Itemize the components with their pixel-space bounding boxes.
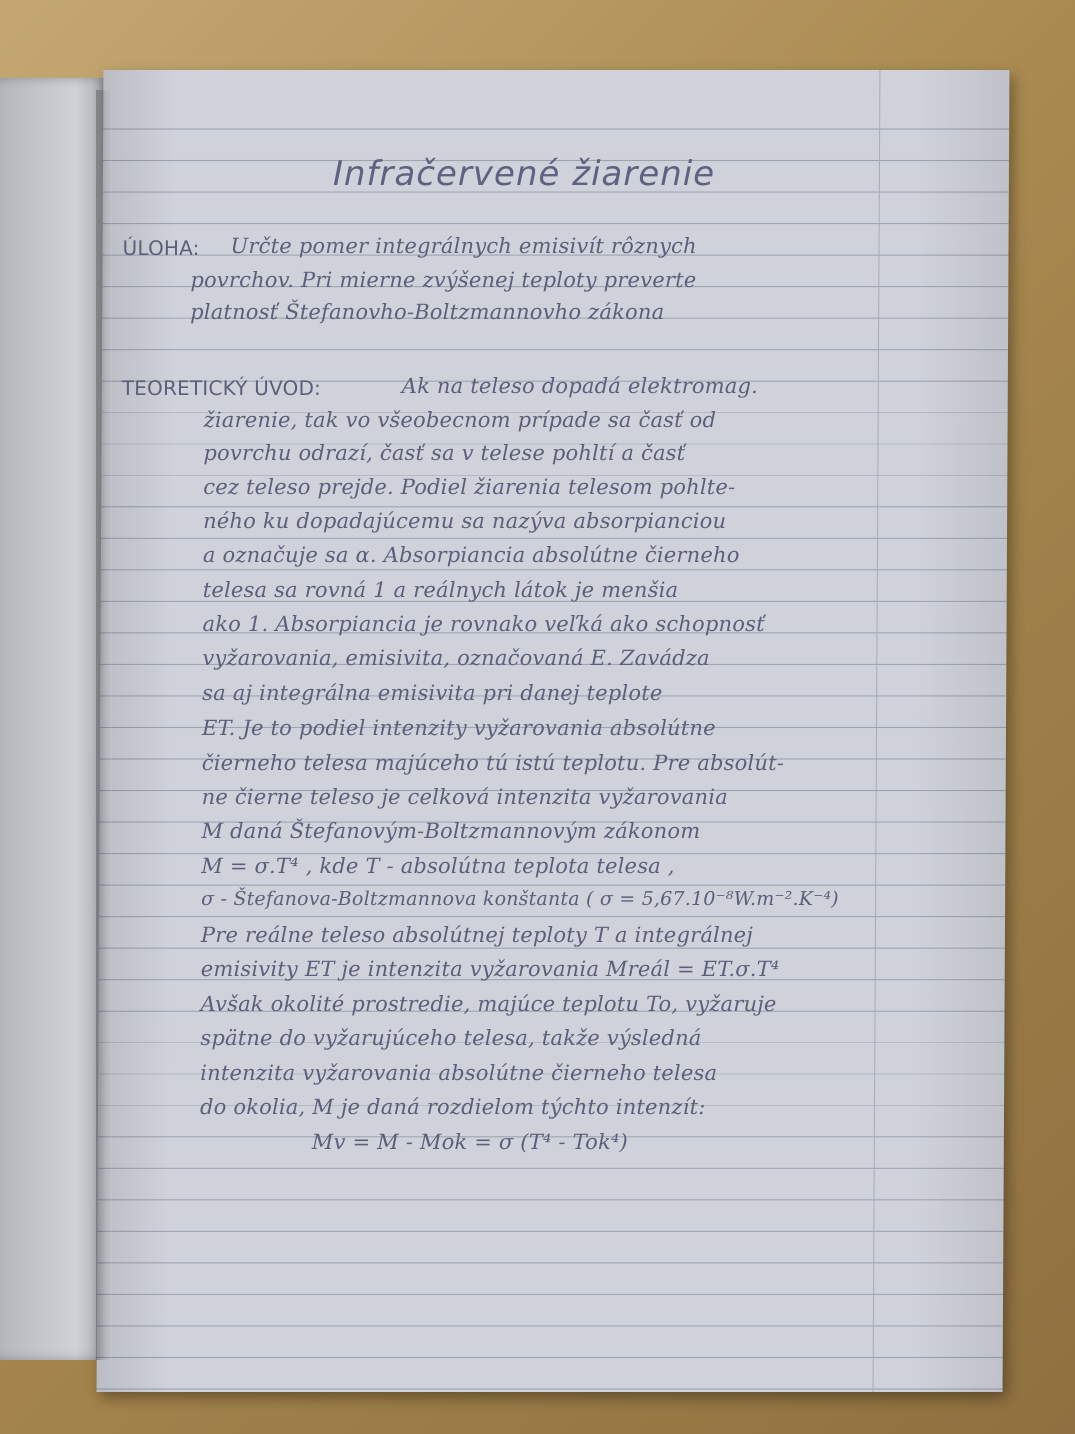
theory-line-8: ako 1. Absorpiancia je rovnako veľká ako schopnosť — [202, 612, 765, 636]
theory-line-1: Ak na teleso dopadá elektromag. — [401, 374, 759, 398]
theory-line-11: ET. Je to podiel intenzity vyžarovania absolútne — [201, 716, 716, 740]
theory-line-22: do okolia, M je daná rozdielom týchto intenzít: — [199, 1095, 706, 1119]
theory-line-7: telesa sa rovná 1 a reálnych látok je menšia — [202, 578, 679, 602]
page-title: Infračervené žiarenie — [332, 154, 716, 194]
notebook-page — [97, 70, 1010, 1392]
theory-line-15: M = σ.T⁴ , kde T - absolútna teplota telesa , — [201, 854, 675, 878]
theory-line-19: Avšak okolité prostredie, majúce teplotu To, vyžaruje — [200, 992, 777, 1016]
formula-line: Mv = M - Mok = σ (T⁴ - Tok⁴) — [311, 1130, 629, 1154]
theory-line-18: emisivity ET je intenzita vyžarovania Mreál = ET.σ.T⁴ — [200, 957, 780, 981]
theory-line-17: Pre reálne teleso absolútnej teploty T a integrálnej — [200, 923, 754, 947]
notebook-binding — [96, 90, 112, 1360]
left-notebook-page — [0, 78, 108, 1360]
task-line-1: Určte pomer integrálnych emisivít rôznych — [230, 234, 697, 258]
margin-line — [873, 70, 881, 1392]
theory-line-5: ného ku dopadajúcemu sa nazýva absorpianciou — [203, 509, 727, 533]
task-label: ÚLOHA: — [122, 236, 200, 260]
theory-line-6: a označuje sa α. Absorpiancia absolútne čierneho — [202, 543, 740, 567]
theory-line-13: ne čierne teleso je celková intenzita vyžarovania — [201, 785, 728, 809]
theory-line-10: sa aj integrálna emisivita pri danej teplote — [202, 681, 663, 705]
theory-line-3: povrchu odrazí, časť sa v telese pohltí a časť — [203, 441, 686, 465]
theory-line-2: žiarenie, tak vo všeobecnom prípade sa časť od — [203, 408, 717, 432]
theory-line-16: σ - Štefanova-Boltzmannova konštanta ( σ = 5,67.10⁻⁸W.m⁻².K⁻⁴) — [201, 888, 839, 910]
task-line-3: platnosť Štefanovho-Boltzmannovho zákona — [190, 300, 665, 324]
theory-label: TEORETICKÝ ÚVOD: — [121, 376, 322, 400]
task-line-2: povrchov. Pri mierne zvýšenej teploty preverte — [190, 268, 697, 292]
theory-line-21: intenzita vyžarovania absolútne čierneho telesa — [200, 1061, 718, 1085]
theory-line-20: spätne do vyžarujúceho telesa, takže výsledná — [200, 1026, 702, 1050]
theory-line-9: vyžarovania, emisivita, označovaná E. Zavádza — [202, 646, 710, 670]
theory-line-12: čierneho telesa majúceho tú istú teplotu. Pre absolút- — [201, 751, 785, 775]
theory-line-4: cez teleso prejde. Podiel žiarenia telesom pohlte- — [203, 475, 736, 499]
theory-line-14: M daná Štefanovým-Boltzmannovým zákonom — [201, 819, 701, 843]
